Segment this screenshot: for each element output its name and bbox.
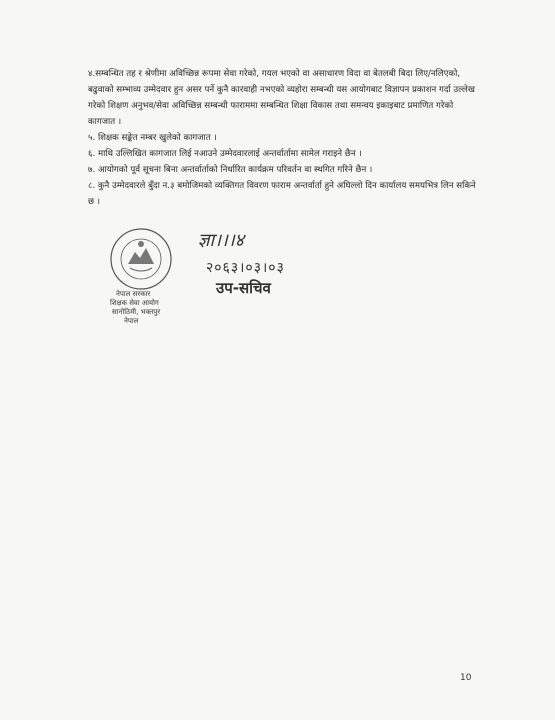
page-number: 10 <box>460 673 472 683</box>
signature-date: २०६३।०३।०३ <box>206 260 285 276</box>
signature-mark: ज्ञा।।।४ <box>198 230 245 251</box>
list-item <box>88 162 480 178</box>
seal-emblem-icon <box>108 226 174 292</box>
list-item <box>88 130 480 146</box>
item-number: ४. <box>88 69 96 79</box>
list-item <box>88 66 480 130</box>
item-text: आयोगको पूर्व सूचना बिना अन्तर्वार्ताको निर्धारित कार्यक्रम परिवर्तन वा स्थगित गरिने छैन । <box>97 165 373 175</box>
item-number: ६. <box>88 149 96 159</box>
item-text: कुनै उम्मेदवारले बुँदा न.३ बमोजिमको व्यक्तिगत विवरण फाराम अन्तर्वार्ता हुने अघिल्लो दिन कार्यालय समयभित्र लिन सकिने छ । <box>88 181 476 207</box>
seal-line-1: नेपाल सरकार <box>116 290 151 298</box>
document-items <box>88 66 480 210</box>
item-number: ८. <box>88 181 96 191</box>
seal-line-2: शिक्षक सेवा आयोग <box>110 299 159 307</box>
seal-line-3: सानोठिमी, भक्तपुर <box>112 308 161 316</box>
list-item <box>88 178 480 210</box>
item-number: ५. <box>88 133 96 143</box>
list-item <box>88 146 480 162</box>
item-text: शिक्षक सङ्केत नम्बर खुलेको कागजात । <box>97 133 217 143</box>
item-text: सम्बन्धित तह र श्रेणीमा अविच्छिन्न रूपमा सेवा गरेको, गयल भएको वा असाधारण विदा वा बेतलबी बिदा लिए/नलिएको, बढुवाको सम्भाव्य उम्मेदवार हुन असर पर्ने कुनै कारवाही नभएको व्यहोरा सम्बन्धी यस आयोगबाट विज्ञापन प्रकाशन गर्दा उल्लेख गरेको शिक्षण अनुभव/सेवा अविच्छिन्न सम्बन्धी फाराममा सम्बन्धित शिक्षा विकास तथा समन्वय इकाइबाट प्रमाणित गरेको कागजात । <box>88 69 475 127</box>
item-text: माथि उल्लिखित कागजात लिई नआउने उम्मेदवारलाई अन्तर्वार्तामा सामेल गराइने छैन । <box>97 149 362 159</box>
official-seal <box>108 226 174 292</box>
item-number: ७. <box>88 165 96 175</box>
signatory-title: उप-सचिव <box>216 279 271 297</box>
seal-line-4: नेपाल <box>124 317 139 325</box>
